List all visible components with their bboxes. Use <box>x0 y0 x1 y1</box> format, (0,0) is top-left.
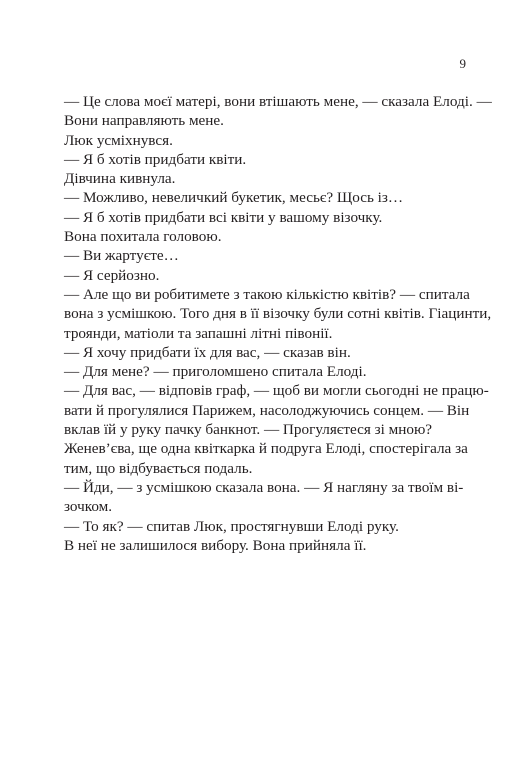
paragraph <box>64 227 448 246</box>
text-line: В неї не залишилося вибору. Вона прийняла її. <box>64 536 367 554</box>
paragraph <box>64 169 448 188</box>
paragraph <box>64 439 468 478</box>
paragraph <box>64 478 464 517</box>
text-line: тим, що відбувається подаль. <box>64 459 253 477</box>
text-line: Вона похитала головою. <box>64 228 222 246</box>
text-line: — Я б хотів придбати всі квіти у вашому візочку. <box>64 208 383 226</box>
text-line: — Я б хотів придбати квіти. <box>64 150 247 168</box>
text-line: — Я серйозно. <box>64 266 160 284</box>
text-line: вати й прогулялися Парижем, насолоджуючись сонцем. — Він <box>64 401 470 419</box>
text-line: вона з усмішкою. Того дня в її візочку були сотні квітів. Гіацинти, <box>64 305 492 323</box>
text-line: Люк усміхнувся. <box>64 131 173 149</box>
paragraph <box>64 188 448 207</box>
text-line: — То як? — спитав Люк, простягнувши Елоді руку. <box>64 517 399 535</box>
paragraph <box>64 381 489 439</box>
text-line: — Йди, — з усмішкою сказала вона. — Я нагляну за твоїм ві- <box>64 478 464 496</box>
paragraph <box>64 343 448 362</box>
paragraph <box>64 208 448 227</box>
text-line: Женев’єва, ще одна квіткарка й подруга Елоді, спостерігала за <box>64 440 468 458</box>
text-line: — Я хочу придбати їх для вас, — сказав він. <box>64 343 351 361</box>
text-line: зочком. <box>64 498 113 516</box>
text-line: вклав їй у руку пачку банкнот. — Прогуляєтеся зі мною? <box>64 421 433 439</box>
paragraph <box>64 92 492 131</box>
page-number: 9 <box>459 56 466 71</box>
paragraph <box>64 285 492 343</box>
text-line: — Це слова моєї матері, вони втішають мене, — сказала Елоді. — <box>64 93 492 110</box>
paragraph <box>64 266 448 285</box>
text-line: — Для вас, — відповів граф, — щоб ви могли сьогодні не працю- <box>64 382 489 400</box>
text-line: — Можливо, невеличкий букетик, месьє? Щось із… <box>64 189 404 207</box>
text-line: — Але що ви робитимете з такою кількістю квітів? — спитала <box>64 285 470 303</box>
paragraph <box>64 536 448 555</box>
paragraph <box>64 362 448 381</box>
text-line: — Ви жартуєте… <box>64 247 179 265</box>
text-line: троянди, матіоли та запашні літні півонії. <box>64 324 333 342</box>
paragraph <box>64 246 448 265</box>
text-body <box>64 92 492 555</box>
text-line: Дівчина кивнула. <box>64 170 176 188</box>
text-line: — Для мене? — приголомшено спитала Елоді. <box>64 363 367 381</box>
paragraph <box>64 517 448 536</box>
text-line: Вони направляють мене. <box>64 112 224 130</box>
paragraph <box>64 131 448 150</box>
paragraph <box>64 150 448 169</box>
